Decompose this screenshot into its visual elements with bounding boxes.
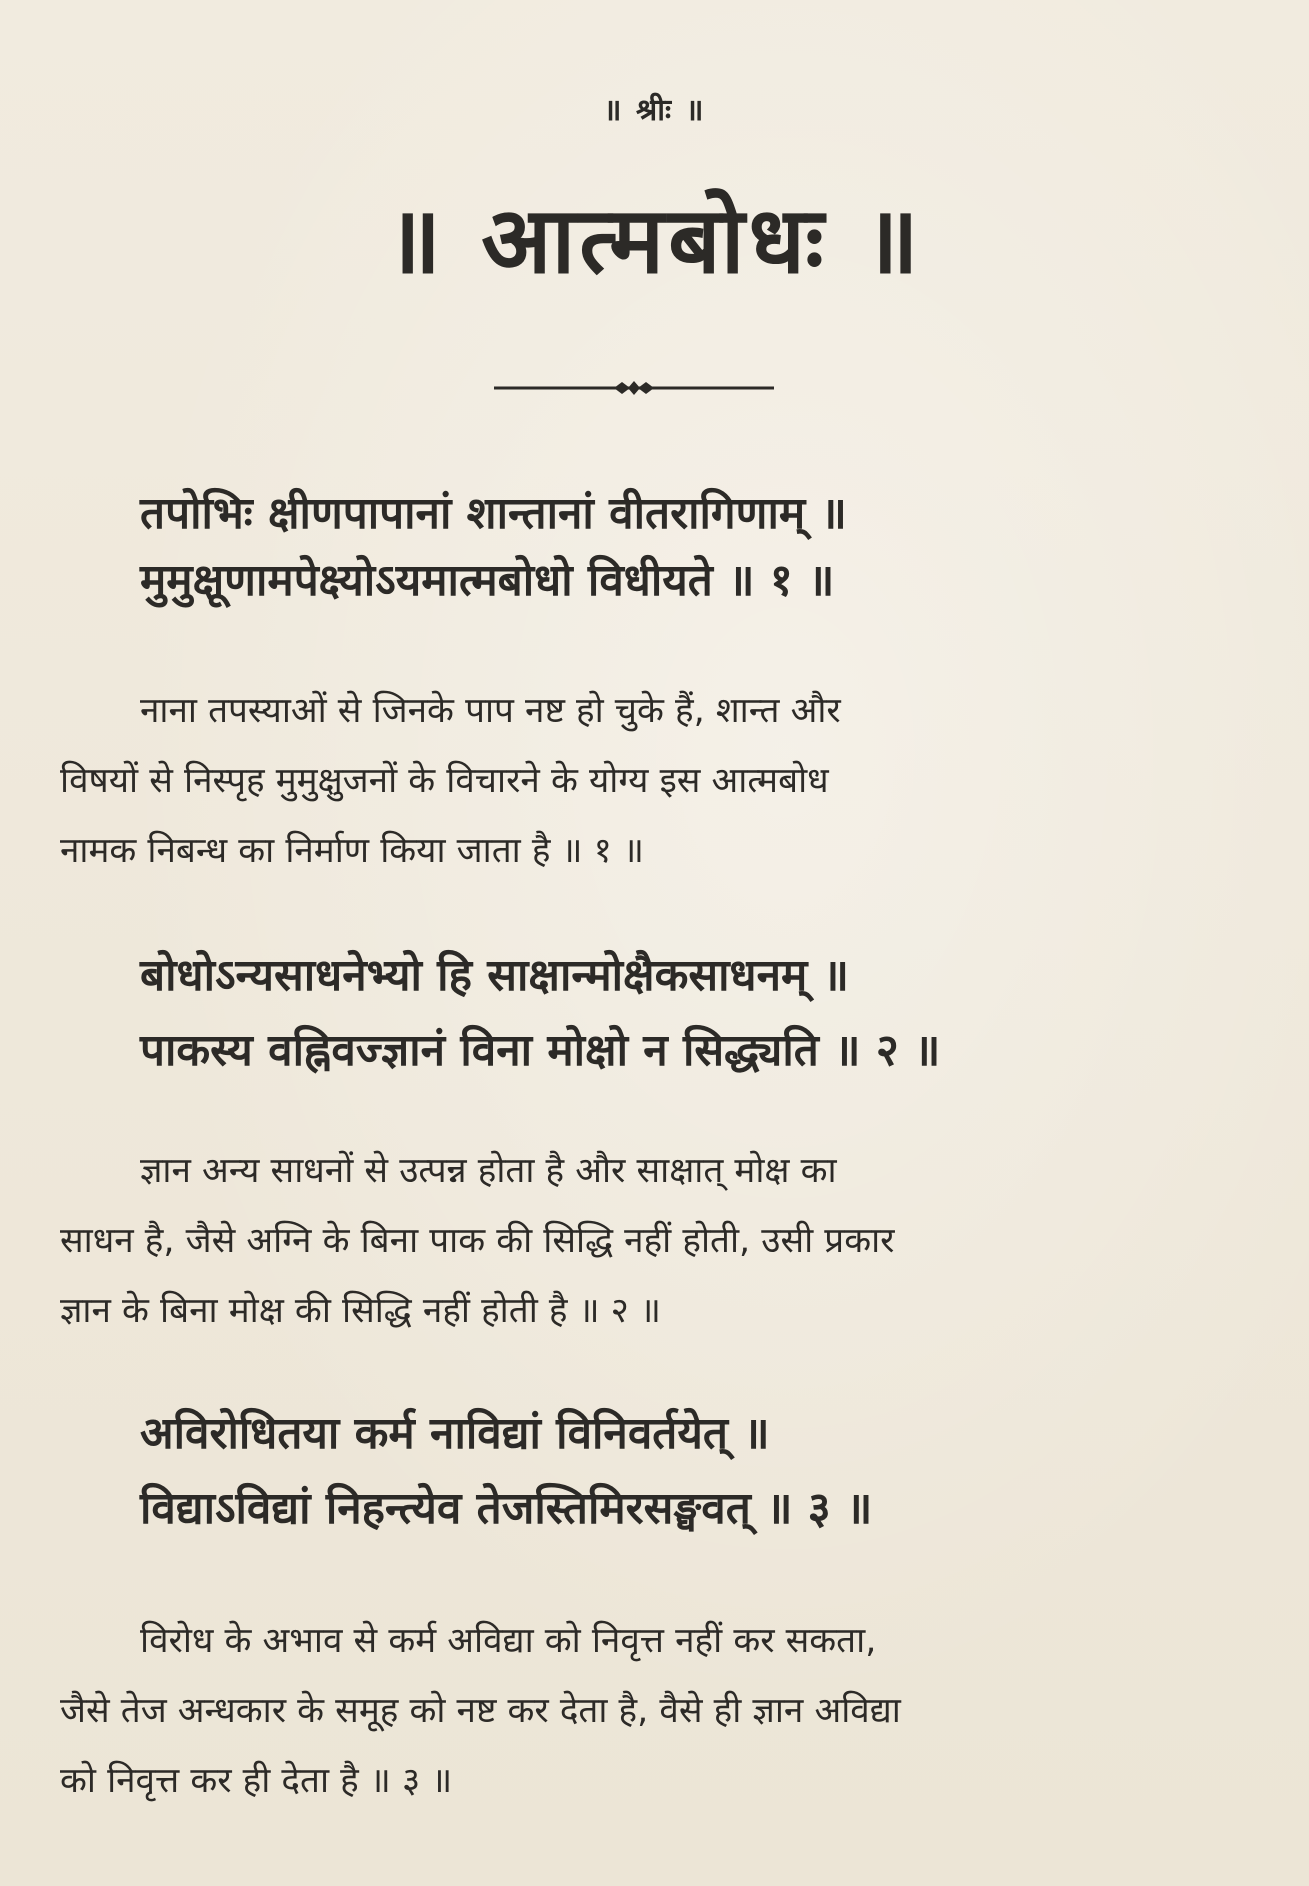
verse-1-line-2: मुमुक्षूणामपेक्ष्योऽयमात्मबोधो विधीयते ॥ १ ॥	[140, 554, 835, 606]
verse-3-line-1: अविरोधितया कर्म नाविद्यां विनिवर्तयेत् ॥	[140, 1408, 770, 1459]
page-title: ॥ आत्मबोधः ॥	[386, 187, 923, 294]
translation-2	[60, 1150, 1230, 1332]
translation-1	[60, 690, 1230, 872]
translation-1-line-3: नामक निबन्ध का निर्माण किया जाता है ॥ १ ॥	[60, 831, 644, 871]
verse-3-line-2: विद्याऽविद्यां निहन्त्येव तेजस्तिमिरसङ्घवत् ॥ ३ ॥	[140, 1482, 873, 1534]
divider-ornament-icon	[494, 378, 774, 398]
translation-2-line-3: ज्ञान के बिना मोक्ष की सिद्धि नहीं होती है ॥ २ ॥	[60, 1291, 661, 1331]
verse-3	[140, 1408, 1230, 1536]
translation-2-line-1: ज्ञान अन्य साधनों से उत्पन्न होता है और साक्षात् मोक्ष का	[140, 1151, 837, 1191]
translation-3-line-1: विरोध के अभाव से कर्म अविद्या को निवृत्त नहीं कर सकता,	[140, 1621, 877, 1661]
translation-3	[60, 1620, 1230, 1802]
translation-1-line-2: विषयों से निस्पृह मुमुक्षुजनों के विचारने के योग्य इस आत्मबोध	[60, 761, 829, 801]
verse-2-line-2: पाकस्य वह्निवज्ज्ञानं विना मोक्षो न सिद्ध्यति ॥ २ ॥	[140, 1024, 941, 1076]
verse-1-line-1: तपोभिः क्षीणपापानां शान्तानां वीतरागिणाम् ॥	[140, 488, 847, 539]
verse-2-line-1: बोधोऽन्यसाधनेभ्यो हि साक्षान्मोक्षैकसाधनम् ॥	[140, 950, 849, 1001]
translation-2-line-2: साधन है, जैसे अग्नि के बिना पाक की सिद्धि नहीं होती, उसी प्रकार	[60, 1221, 895, 1261]
translation-1-line-1: नाना तपस्याओं से जिनके पाप नष्ट हो चुके हैं, शान्त और	[140, 691, 841, 731]
verse-1	[140, 488, 1230, 608]
translation-3-line-3: को निवृत्त कर ही देता है ॥ ३ ॥	[60, 1761, 453, 1801]
verse-2	[140, 950, 1230, 1078]
invocation-heading: ॥ श्रीः ॥	[603, 93, 706, 128]
translation-3-line-2: जैसे तेज अन्धकार के समूह को नष्ट कर देता है, वैसे ही ज्ञान अविद्या	[60, 1691, 901, 1731]
